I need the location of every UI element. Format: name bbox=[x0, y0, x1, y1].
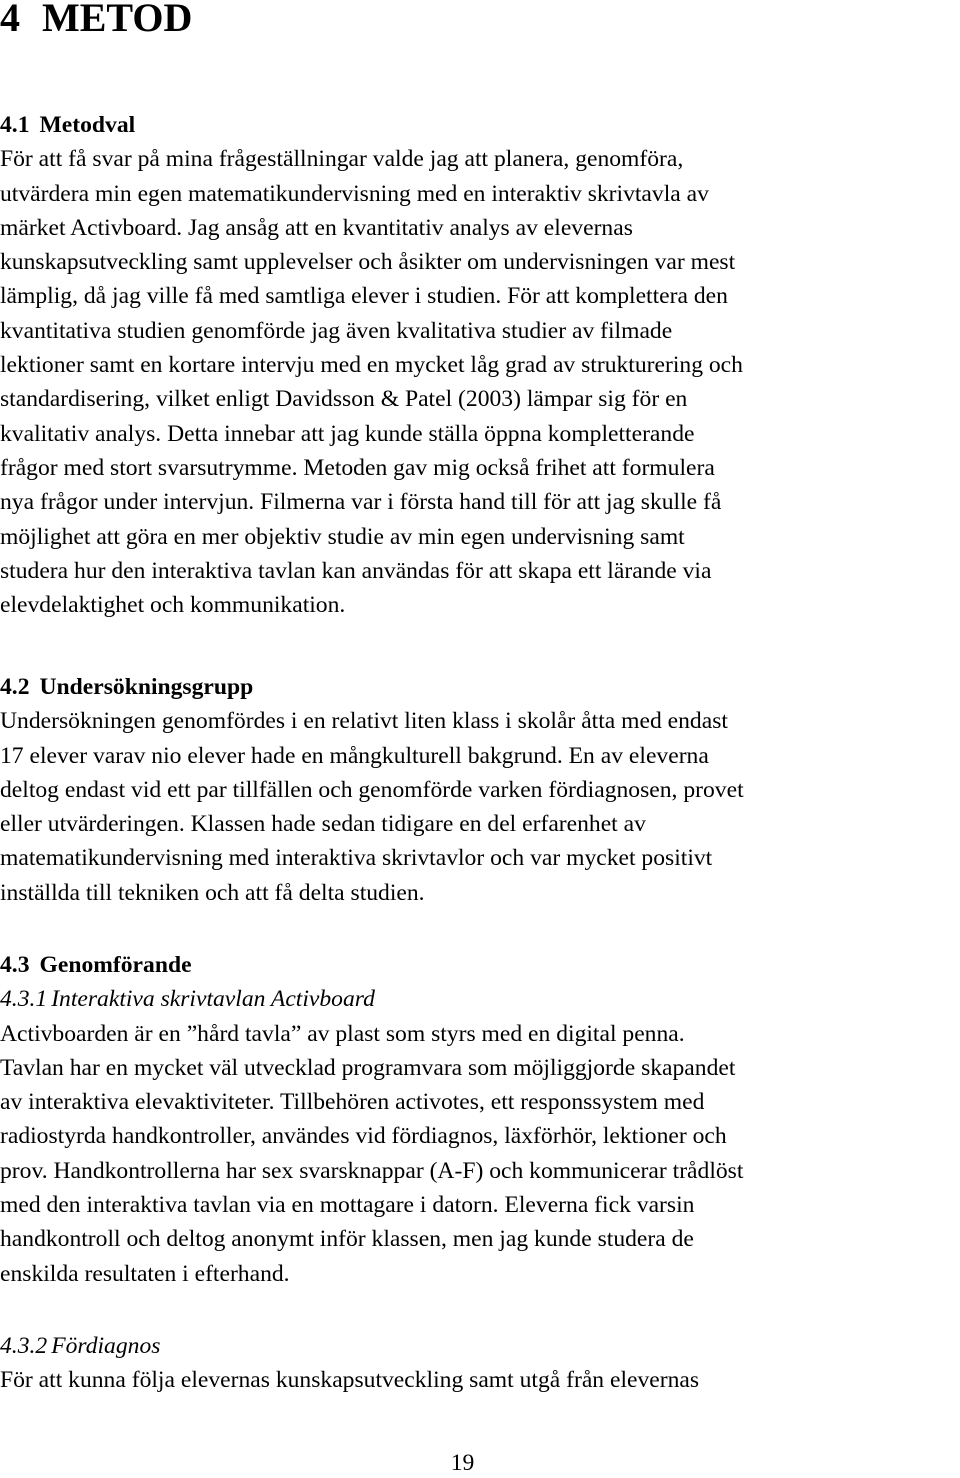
subsection-number: 4.3.2 bbox=[0, 1333, 48, 1359]
section-body bbox=[0, 704, 960, 910]
text-line: handkontroll och deltog anonymt inför klassen, men jag kunde studera de bbox=[0, 1226, 694, 1253]
page-number: 19 bbox=[450, 1450, 475, 1476]
text-line: För att få svar på mina frågeställningar valde jag att planera, genomföra, bbox=[0, 146, 684, 173]
text-line: lektioner samt en kortare intervju med en mycket låg grad av strukturering och bbox=[0, 352, 743, 379]
section-number: 4.3 bbox=[0, 952, 30, 978]
section-title: Genomförande bbox=[39, 952, 192, 978]
subsection-number: 4.3.1 bbox=[0, 986, 48, 1013]
text-line: Undersökningen genomfördes i en relativt liten klass i skolår åtta med endast bbox=[0, 708, 728, 735]
section-title: Undersökningsgrupp bbox=[39, 674, 254, 700]
text-line: märket Activboard. Jag ansåg att en kvantitativ analys av elevernas bbox=[0, 214, 633, 241]
text-line: lämplig, då jag ville få med samtliga elever i studien. För att komplettera den bbox=[0, 283, 728, 310]
subsection-heading bbox=[0, 982, 960, 1016]
section-heading bbox=[0, 948, 960, 982]
text-line: frågor med stort svarsutrymme. Metoden gav mig också frihet att formulera bbox=[0, 454, 715, 481]
chapter-title: METOD bbox=[42, 0, 193, 40]
text-line: deltog endast vid ett par tillfällen och genomförde varken fördiagnosen, provet bbox=[0, 776, 744, 803]
text-line: standardisering, vilket enligt Davidsson & Patel (2003) lämpar sig för en bbox=[0, 386, 688, 413]
subsection-fordiagnos bbox=[0, 1329, 960, 1398]
section-number: 4.2 bbox=[0, 674, 30, 700]
text-line: möjlighet att göra en mer objektiv studie av min egen undervisning samt bbox=[0, 523, 685, 550]
text-line: med den interaktiva tavlan via en mottagare i datorn. Eleverna fick varsin bbox=[0, 1192, 695, 1219]
text-line: elevdelaktighet och kommunikation. bbox=[0, 592, 346, 619]
text-line: eller utvärderingen. Klassen hade sedan tidigare en del erfarenhet av bbox=[0, 811, 646, 838]
section-undersokningsgrupp bbox=[0, 670, 960, 910]
text-line: nya frågor under intervjun. Filmerna var i första hand till för att jag skulle få bbox=[0, 489, 722, 516]
text-line: kvalitativ analys. Detta innebar att jag kunde ställa öppna kompletterande bbox=[0, 420, 695, 447]
text-line: studera hur den interaktiva tavlan kan användas för att skapa ett lärande via bbox=[0, 557, 712, 584]
section-heading bbox=[0, 108, 960, 142]
subsection-title: Interaktiva skrivtavlan Activboard bbox=[51, 986, 375, 1013]
text-line: 17 elever varav nio elever hade en mångkulturell bakgrund. En av eleverna bbox=[0, 742, 709, 769]
text-line: av interaktiva elevaktiviteter. Tillbehören activotes, ett responssystem med bbox=[0, 1089, 705, 1116]
section-genomforande bbox=[0, 948, 960, 1291]
chapter-number: 4 bbox=[0, 0, 20, 40]
section-heading bbox=[0, 670, 960, 704]
section-title: Metodval bbox=[39, 112, 136, 138]
section-body bbox=[0, 142, 960, 622]
text-line: enskilda resultaten i efterhand. bbox=[0, 1260, 290, 1287]
subsection-body bbox=[0, 1363, 960, 1397]
subsection-title: Fördiagnos bbox=[51, 1333, 161, 1359]
text-line: matematikundervisning med interaktiva skrivtavlor och var mycket positivt bbox=[0, 845, 713, 872]
text-line: kunskapsutveckling samt upplevelser och åsikter om undervisningen var mest bbox=[0, 249, 736, 276]
subsection-heading bbox=[0, 1329, 960, 1363]
text-line: radiostyrda handkontroller, användes vid fördiagnos, läxförhör, lektioner och bbox=[0, 1123, 727, 1150]
text-line: Activboarden är en ”hård tavla” av plast som styrs med en digital penna. bbox=[0, 1020, 685, 1047]
text-line: För att kunna följa elevernas kunskapsutveckling samt utgå från elevernas bbox=[0, 1367, 700, 1394]
text-line: Tavlan har en mycket väl utvecklad programvara som möjliggjorde skapandet bbox=[0, 1054, 736, 1081]
chapter-heading bbox=[0, 0, 192, 42]
text-line: kvantitativa studien genomförde jag även kvalitativa studier av filmade bbox=[0, 317, 673, 344]
section-metodval bbox=[0, 108, 960, 622]
subsection-body bbox=[0, 1017, 960, 1291]
text-line: inställda till tekniken och att få delta studien. bbox=[0, 879, 425, 906]
section-number: 4.1 bbox=[0, 112, 30, 138]
text-line: utvärdera min egen matematikundervisning med en interaktiv skrivtavla av bbox=[0, 180, 709, 207]
text-line: prov. Handkontrollerna har sex svarsknappar (A-F) och kommunicerar trådlöst bbox=[0, 1157, 744, 1184]
